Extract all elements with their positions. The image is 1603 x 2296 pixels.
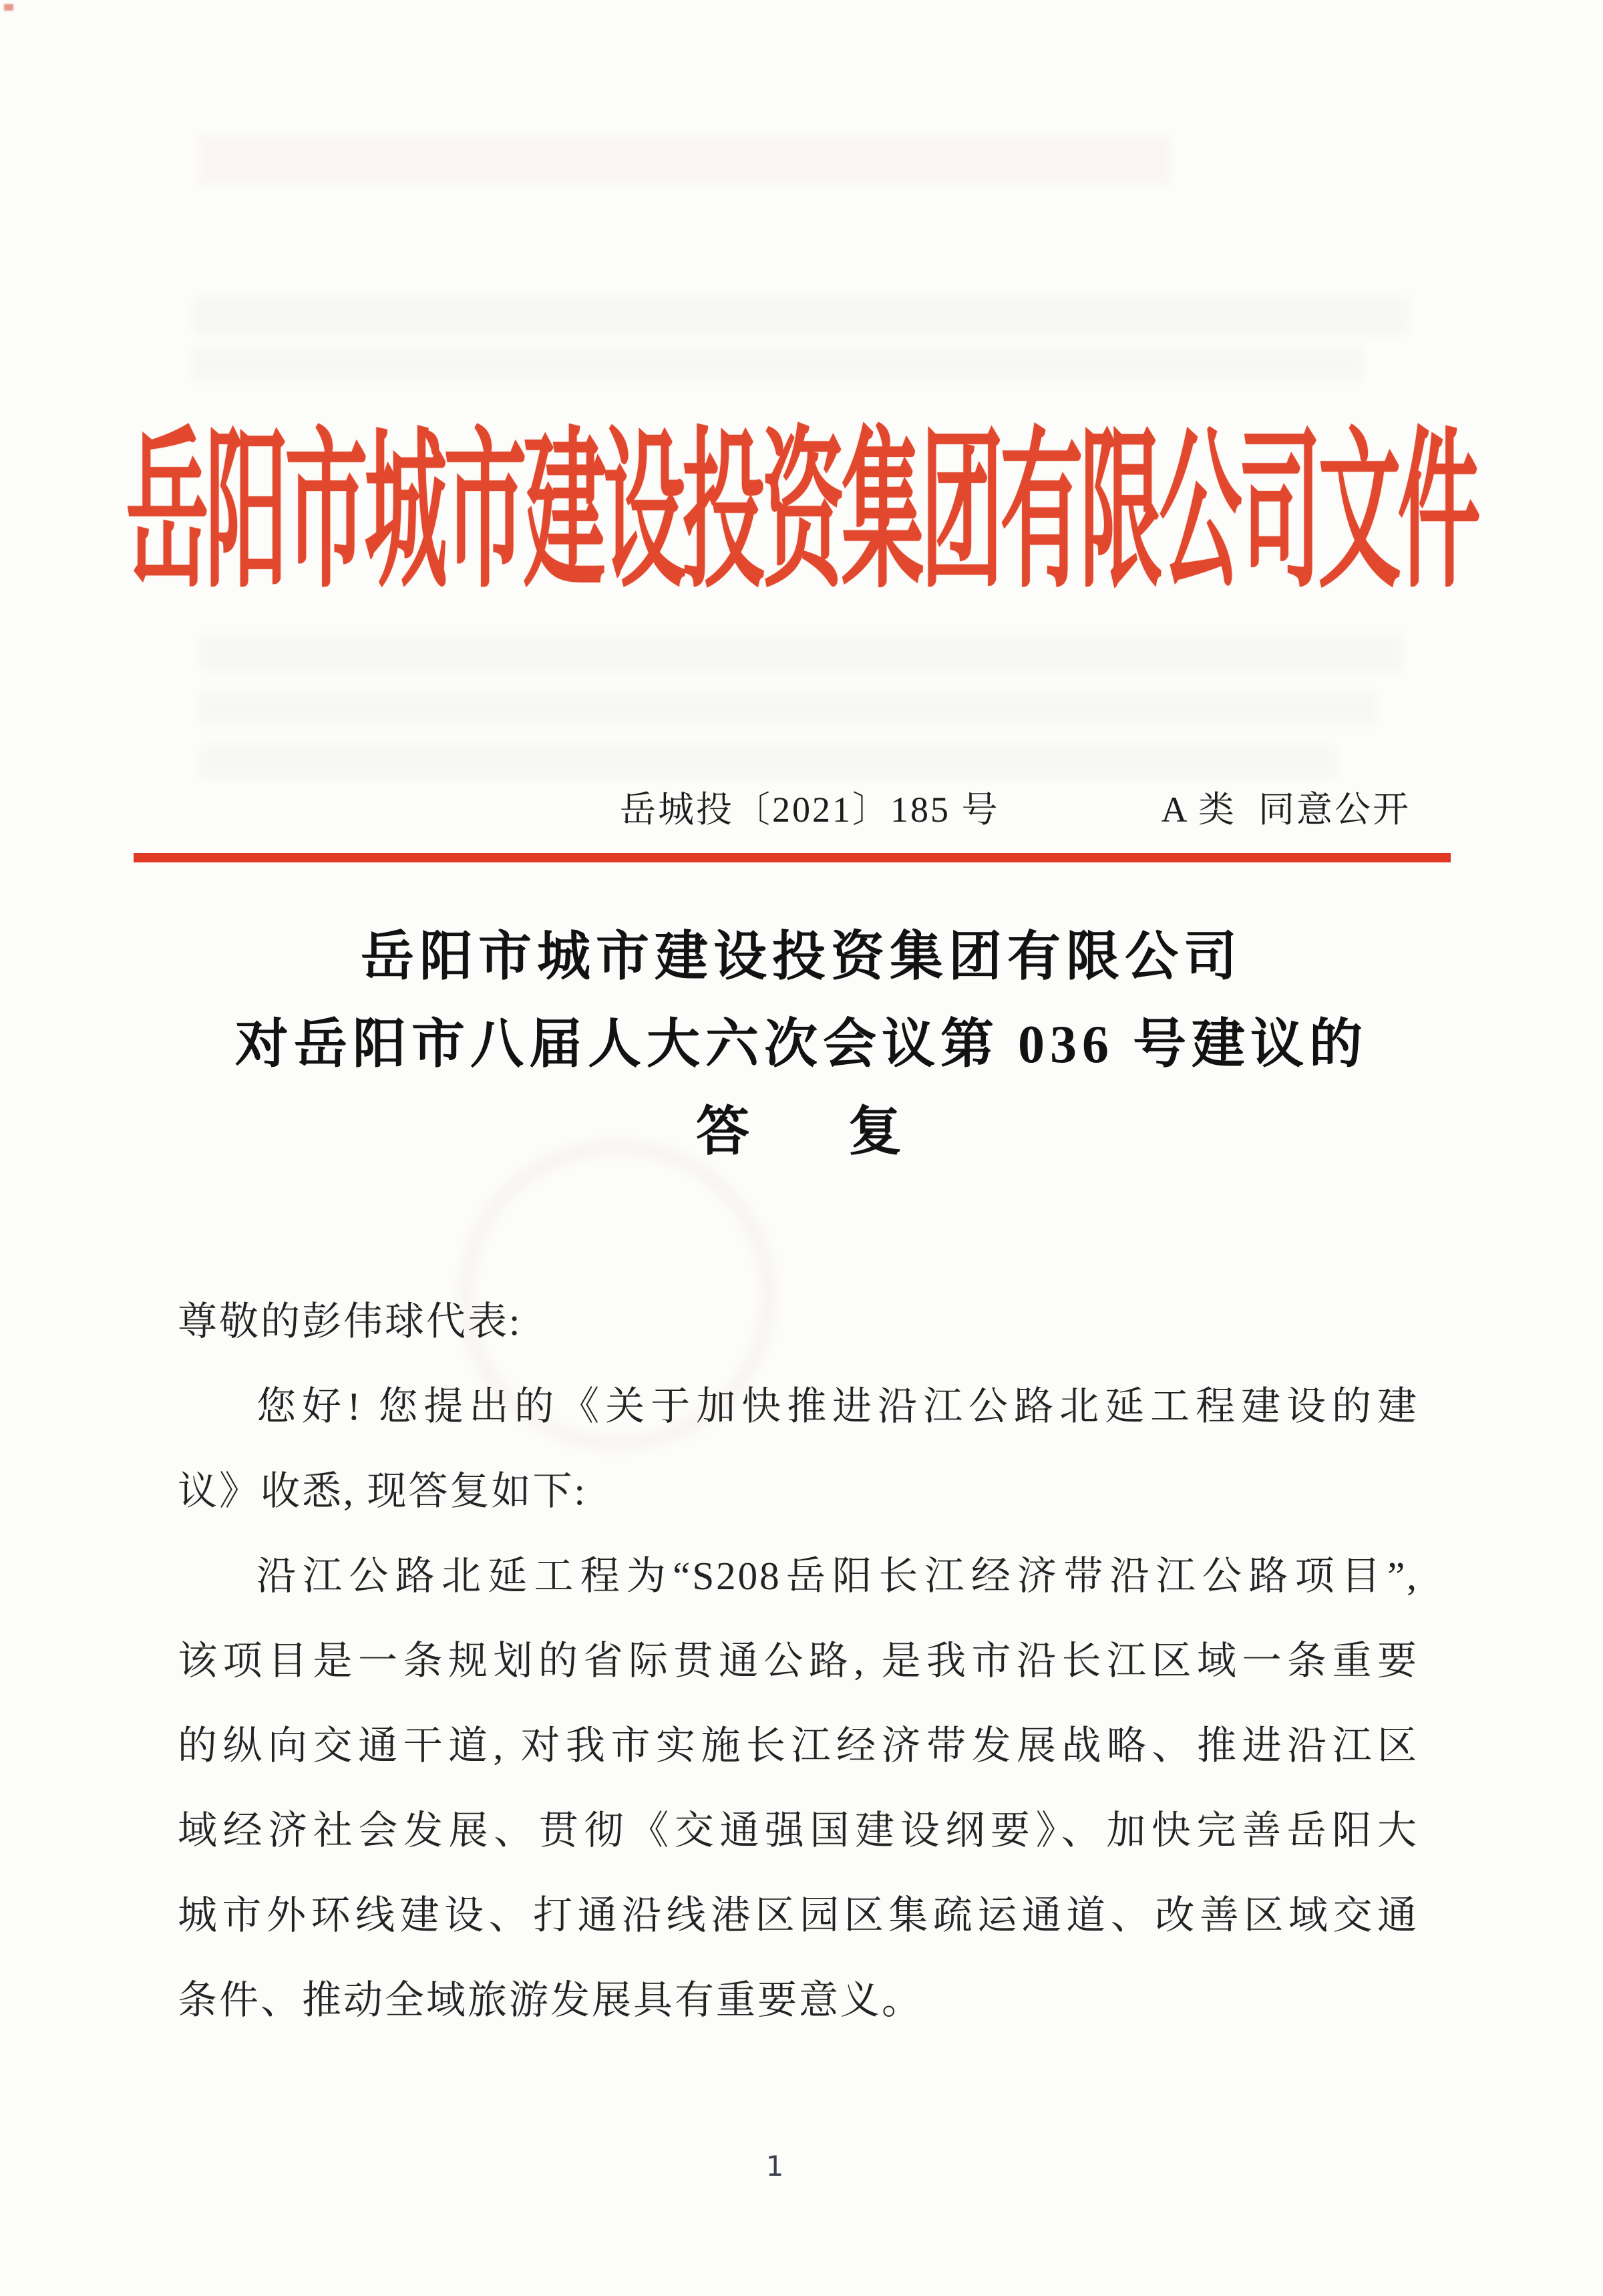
classification-label: A 类 同意公开 — [1161, 789, 1411, 830]
red-divider-rule — [134, 853, 1451, 862]
letterhead-banner — [0, 418, 1603, 609]
body-line: 您好! 您提出的《关于加快推进沿江公路北延工程建设的建 — [256, 1384, 1419, 1428]
document-title-line2: 对岳阳市八届人大六次会议第 036 号建议的 — [235, 1015, 1368, 1074]
body-line: 城市外环线建设、打通沿线港区园区集疏运通道、改善区域交通 — [178, 1893, 1419, 1937]
document-title-line3: 答 复 — [696, 1103, 907, 1162]
body-line-salutation: 尊敬的彭伟球代表: — [178, 1299, 522, 1343]
document-title-line1: 岳阳市城市建设投资集团有限公司 — [361, 928, 1242, 987]
body-line: 议》收悉, 现答复如下: — [178, 1469, 587, 1513]
scan-artifact-dot — [4, 4, 13, 11]
body-line: 域经济社会发展、贯彻《交通强国建设纲要》、加快完善岳阳大 — [178, 1808, 1419, 1852]
body-line: 该项目是一条规划的省际贯通公路, 是我市沿长江区域一条重要 — [178, 1639, 1419, 1683]
bleedthrough-smudge — [194, 297, 1409, 334]
body-line: 的纵向交通干道, 对我市实施长江经济带发展战略、推进沿江区 — [178, 1724, 1419, 1768]
letterhead-title: 岳阳市城市建设投资集团有限公司文件 — [126, 418, 1477, 609]
body-line: 沿江公路北延工程为“S208岳阳长江经济带沿江公路项目”, — [256, 1554, 1419, 1598]
bleedthrough-smudge — [200, 745, 1336, 778]
page-number: 1 — [765, 2150, 784, 2182]
bleedthrough-smudge — [194, 347, 1363, 381]
bleedthrough-smudge — [200, 137, 1169, 184]
body-line: 条件、推动全域旅游发展具有重要意义。 — [178, 1978, 924, 2022]
letter-body — [178, 1279, 1419, 2043]
bleedthrough-smudge — [200, 635, 1403, 671]
bleedthrough-smudge — [200, 691, 1376, 725]
document-title — [0, 914, 1603, 1176]
document-number: 岳城投〔2021〕185 号 — [620, 789, 1000, 830]
document-meta-row — [0, 783, 1603, 830]
